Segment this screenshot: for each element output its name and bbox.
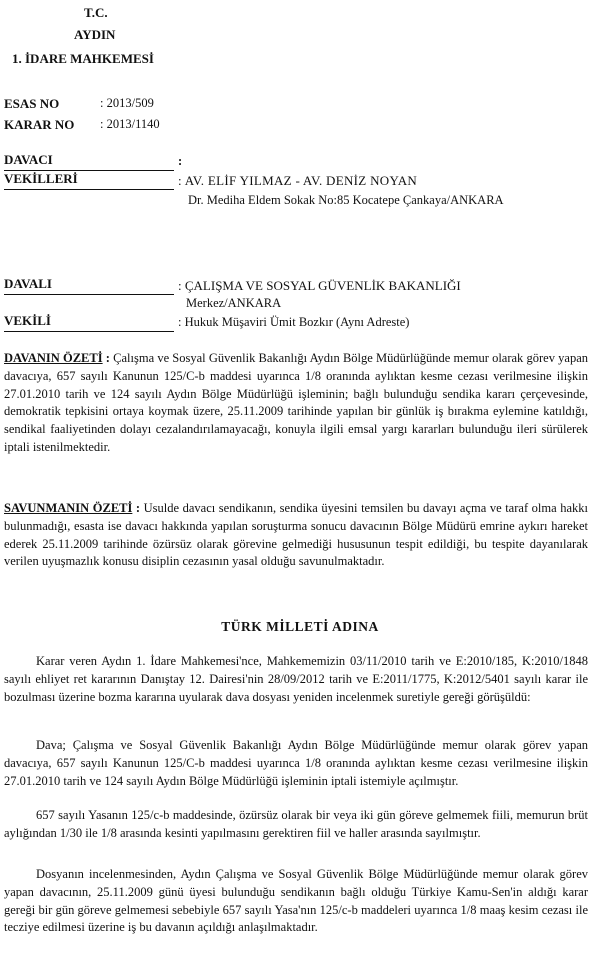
savunma-ozeti-text: Usulde davacı sendikanın, sendika üyesini temsilen bu davayı açma ve taraf olma hakkı bulunmadığı, esasta ise davacı hakkında yapılan soruşturma sonucu davacının Bölge Müdürü emrine aykırı hareket ederek 25.11.2009 tarihinde özürsüz olarak görevine gelmediği hususunun tespit edildiği, bu tespite dayanılarak verilen uyuşmazlık konusu disiplin cezasının yasal olduğu savunulmaktadır. (4, 501, 588, 569)
header-court: 1. İDARE MAHKEMESİ (12, 51, 154, 66)
vekili-label: VEKİLİ (4, 314, 174, 332)
karar-label: KARAR NO (4, 117, 75, 132)
header-city: AYDIN (74, 27, 116, 42)
davaci-row (4, 153, 182, 171)
vekilleri-row (4, 172, 417, 190)
vekilleri-address: Dr. Mediha Eldem Sokak No:85 Kocatepe Çankaya/ANKARA (188, 193, 504, 207)
dava-ozeti-label: DAVANIN ÖZETİ (4, 351, 103, 365)
davali-label: DAVALI (4, 277, 174, 295)
davali-row (4, 277, 461, 295)
esas-label: ESAS NO (4, 96, 60, 111)
davali-value: : ÇALIŞMA VE SOSYAL GÜVENLİK BAKANLIĞI (178, 278, 461, 293)
karar-value: : 2013/1140 (100, 117, 160, 131)
vekilleri-value: : AV. ELİF YILMAZ - AV. DENİZ NOYAN (178, 173, 418, 188)
davali-address: Merkez/ANKARA (186, 296, 282, 310)
body-paragraph-1: Karar veren Aydın 1. İdare Mahkemesi'nce, Mahkememizin 03/11/2010 tarih ve E:2010/185, K:2010/1848 sayılı ehliyet ret kararının Danıştay 12. Dairesi'nin 28/09/2012 tarih ve E:2011/1775, K:2012/5401 sayılı karar ile bozulması üzerine bozma kararına uyularak dava dosyası yeniden incelenmek suretiyle gereği görüşüldü: (4, 654, 588, 704)
section-title: TÜRK MİLLETİ ADINA (221, 619, 379, 634)
vekili-row (4, 314, 409, 332)
davaci-label: DAVACI (4, 153, 174, 171)
dava-ozeti-paragraph (4, 350, 588, 457)
body-paragraph-2: Dava; Çalışma ve Sosyal Güvenlik Bakanlığı Aydın Bölge Müdürlüğünde memur olarak görev yapan davacıya, 657 sayılı Kanunun 125/C-b maddesi uyarınca 1/8 oranında aylıktan kesme cezası verilmesine ilişkin 27.01.2010 tarih ve 124 sayılı Aydın Bölge Müdürlüğü işleminin iptali istemiyle açılmıştır. (4, 738, 588, 788)
esas-value: : 2013/509 (100, 96, 154, 110)
vekili-value: : Hukuk Müşaviri Ümit Bozkır (Aynı Adreste) (178, 315, 410, 329)
davaci-colon: : (178, 154, 183, 168)
vekilleri-label: VEKİLLERİ (4, 172, 174, 190)
karar-row (4, 116, 160, 134)
savunma-ozeti-paragraph (4, 500, 588, 571)
dava-ozeti-colon: : (102, 351, 110, 365)
header-tc: T.C. (84, 5, 108, 20)
savunma-ozeti-colon: : (132, 501, 141, 515)
savunma-ozeti-label: SAVUNMANIN ÖZETİ (4, 501, 133, 515)
esas-row (4, 95, 154, 113)
body-paragraph-4: Dosyanın incelenmesinden, Aydın Çalışma ve Sosyal Güvenlik Bölge Müdürlüğünde memur olarak görev yapan davacının, 25.11.2009 günü üyesi bulunduğu sendikanın bağlı olduğu Türkiye Kamu-Sen'in aldığı karar gereği bir gün göreve gelmemesi sebebiyle 657 sayılı Yasa'nın 125/c-b maddeleri uyarınca 1/8 maaş kesim cezası ile tecziye edilmesi üzerine iş bu davanın açıldığı anlaşılmaktadır. (4, 867, 588, 935)
body-paragraph-3: 657 sayılı Yasanın 125/c-b maddesinde, özürsüz olarak bir veya iki gün göreve gelmemek fiili, memurun brüt aylığından 1/30 ile 1/8 arasında kesinti yapılmasını gerektiren fiil ve haller arasında sayılmıştır. (4, 808, 588, 840)
dava-ozeti-text: Çalışma ve Sosyal Güvenlik Bakanlığı Aydın Bölge Müdürlüğünde memur olarak görev yapan davacıya, 657 sayılı Kanunun 125/C-b maddesi uyarınca 1/8 oranında aylıktan kesme cezası verilmesine ilişkin 27.01.2010 tarih ve 124 sayılı Aydın Bölge Müdürlüğü işleminin; bağlı bulunduğu sendika kararı çerçevesinde, demokratik tepkisini ortaya koymak üzere, 25.11.2009 tarihinde yapılan bir günlük iş bırakma eylemine katıldığı, sendikal faaliyetinden dolayı cezalandırılamayacağı, konuyla ilgili emsal yargı kararları bulunduğu ileri sürülerek iptali istenilmektedir. (4, 351, 588, 454)
